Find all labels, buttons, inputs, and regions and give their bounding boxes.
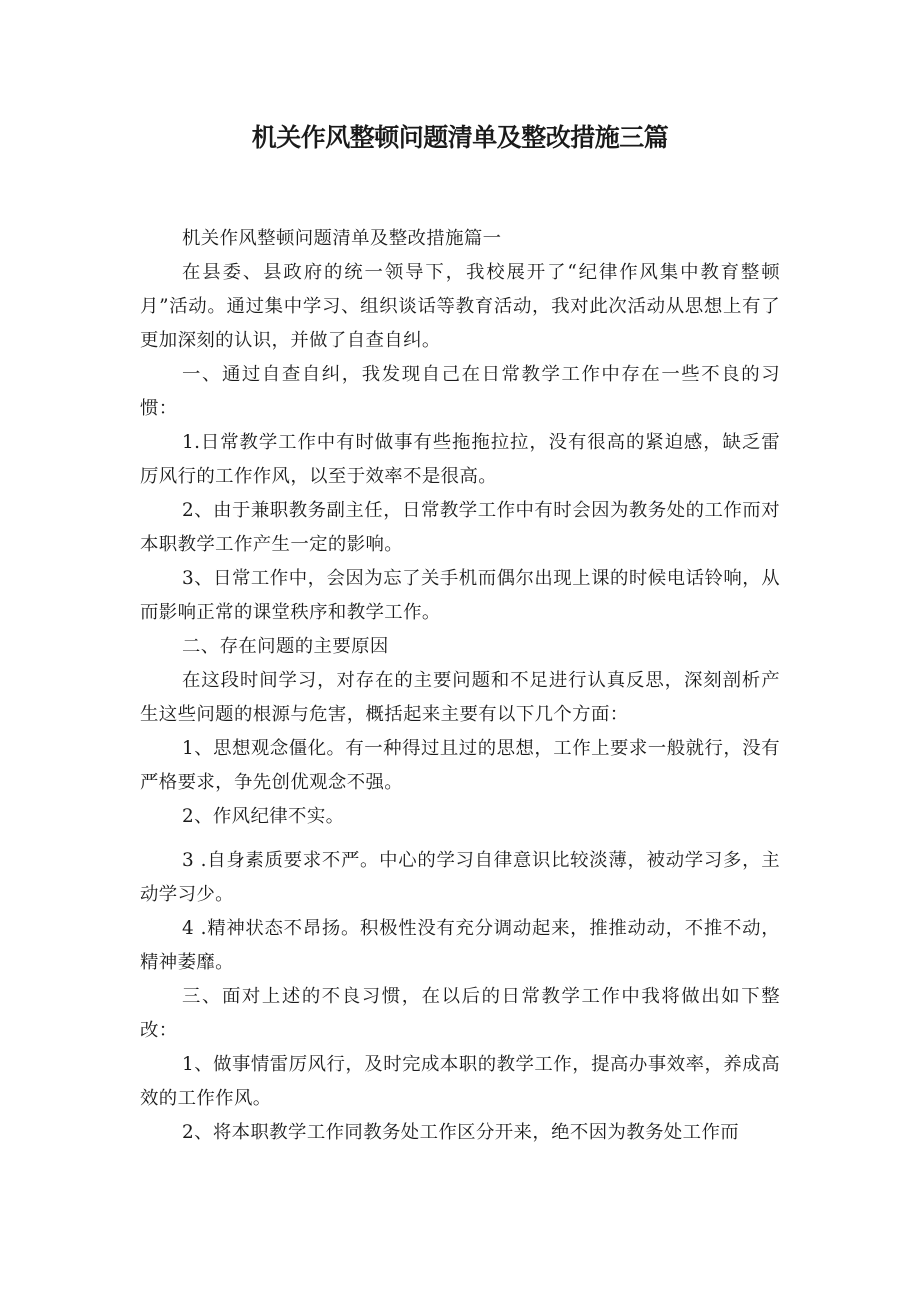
paragraph: 2、将本职教学工作同教务处工作区分开来，绝不因为教务处工作而 [182,1122,740,1143]
paragraph: 1、做事情雷厉风行，及时完成本职的教学工作，提高办事效率，养成高效的工作作风。 [140,1054,780,1109]
paragraph: 4 .精神状态不昂扬。积极性没有充分调动起来，推推动动，不推不动，精神萎靡。 [140,918,780,973]
paragraph: 三、面对上述的不良习惯，在以后的日常教学工作中我将做出如下整改： [140,986,780,1041]
paragraph: 1.日常教学工作中有时做事有些拖拖拉拉，没有很高的紧迫感，缺乏雷厉风行的工作作风，以至于效率不是很高。 [140,432,780,487]
section-heading: 机关作风整顿问题清单及整改措施篇一 [182,228,502,249]
subheading: 二、存在问题的主要原因 [182,636,389,657]
paragraph: 一、通过自查自纠，我发现自己在日常教学工作中存在一些不良的习惯： [140,364,780,419]
paragraph: 3 .自身素质要求不严。中心的学习自律意识比较淡薄，被动学习多，主动学习少。 [140,850,780,905]
paragraph: 在县委、县政府的统一领导下，我校展开了“纪律作风集中教育整顿月”活动。通过集中学习、组织谈话等教育活动，我对此次活动从思想上有了更加深刻的认识，并做了自查自纠。 [140,262,780,351]
document-title: 机关作风整顿问题清单及整改措施三篇 [251,123,669,152]
paragraph: 1、思想观念僵化。有一种得过且过的思想，工作上要求一般就行，没有严格要求，争先创优观念不强。 [140,738,780,793]
paragraph: 在这段时间学习，对存在的主要问题和不足进行认真反思，深刻剖析产生这些问题的根源与危害，概括起来主要有以下几个方面： [140,670,780,725]
paragraph: 2、由于兼职教务副主任，日常教学工作中有时会因为教务处的工作而对本职教学工作产生一定的影响。 [140,500,780,555]
paragraph: 3、日常工作中，会因为忘了关手机而偶尔出现上课的时候电话铃响，从而影响正常的课堂秩序和教学工作。 [140,568,780,623]
paragraph: 2、作风纪律不实。 [182,806,345,827]
document-body [140,222,780,1150]
